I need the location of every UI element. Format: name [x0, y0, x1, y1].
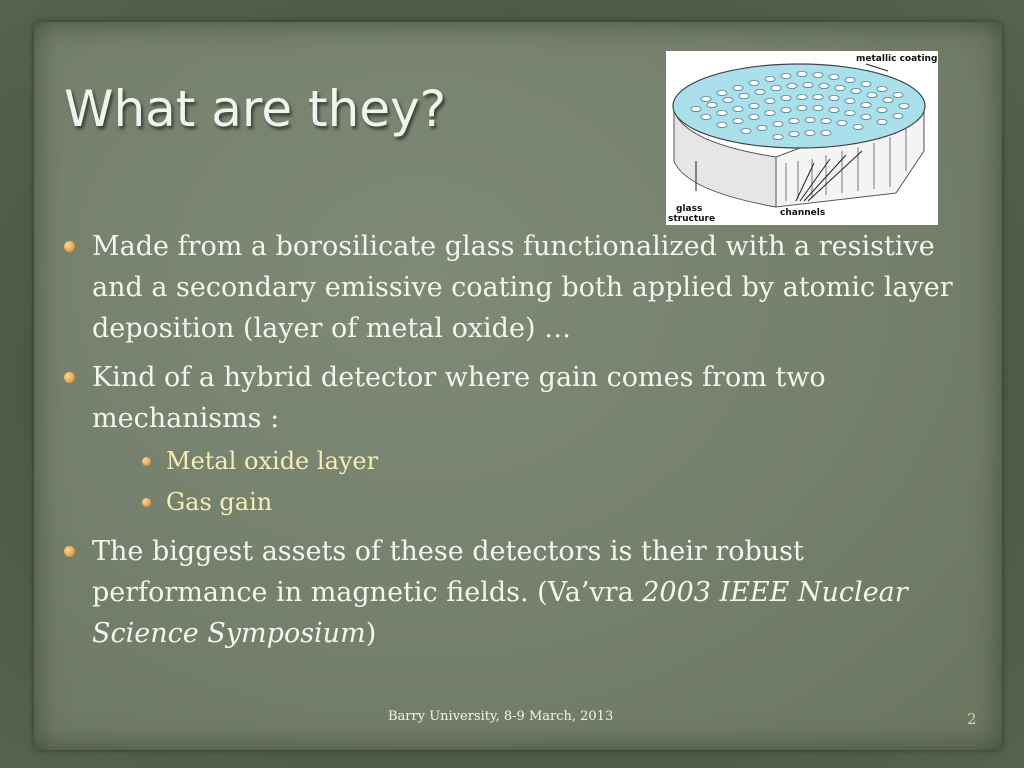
slide-title: What are they?	[64, 80, 447, 138]
bullet-dot-icon	[64, 241, 75, 252]
label-glass: glass	[676, 204, 703, 214]
page-number: 2	[967, 710, 977, 728]
mcp-diagram	[666, 51, 938, 225]
slide-body	[60, 226, 960, 662]
bullet-dot-icon	[64, 372, 75, 383]
bullet-list	[60, 226, 960, 654]
sub-bullet-text: Metal oxide layer	[166, 447, 379, 475]
bullet-text: Made from a borosilicate glass functionalized with a resistive and a secondary emissive coating both applied by atomic layer deposition (layer of metal oxide) …	[92, 231, 953, 344]
sub-bullet-item	[92, 441, 960, 482]
bullet-text: Kind of a hybrid detector where gain comes from two mechanisms :	[92, 362, 826, 434]
citation-italic: 2003 IEEE Nuclear Science Symposium	[92, 577, 908, 649]
sub-bullet-text: Gas gain	[166, 488, 273, 516]
sub-bullet-list	[92, 441, 960, 523]
label-structure: structure	[668, 214, 716, 224]
bullet-item	[60, 531, 960, 654]
citation-close: )	[365, 618, 377, 649]
sub-bullet-item	[92, 482, 960, 523]
label-channels: channels	[780, 208, 826, 218]
bullet-text: The biggest assets of these detectors is their robust performance in magnetic fields. (Va’vra	[92, 536, 804, 608]
bullet-item	[60, 357, 960, 523]
bullet-dot-icon	[64, 546, 75, 557]
slide-footer: Barry University, 8-9 March, 2013	[388, 709, 614, 724]
sub-bullet-dot-icon	[142, 457, 151, 466]
sub-bullet-dot-icon	[142, 498, 151, 507]
label-metallic-coating: metallic coating	[856, 54, 938, 64]
bullet-item	[60, 226, 960, 349]
